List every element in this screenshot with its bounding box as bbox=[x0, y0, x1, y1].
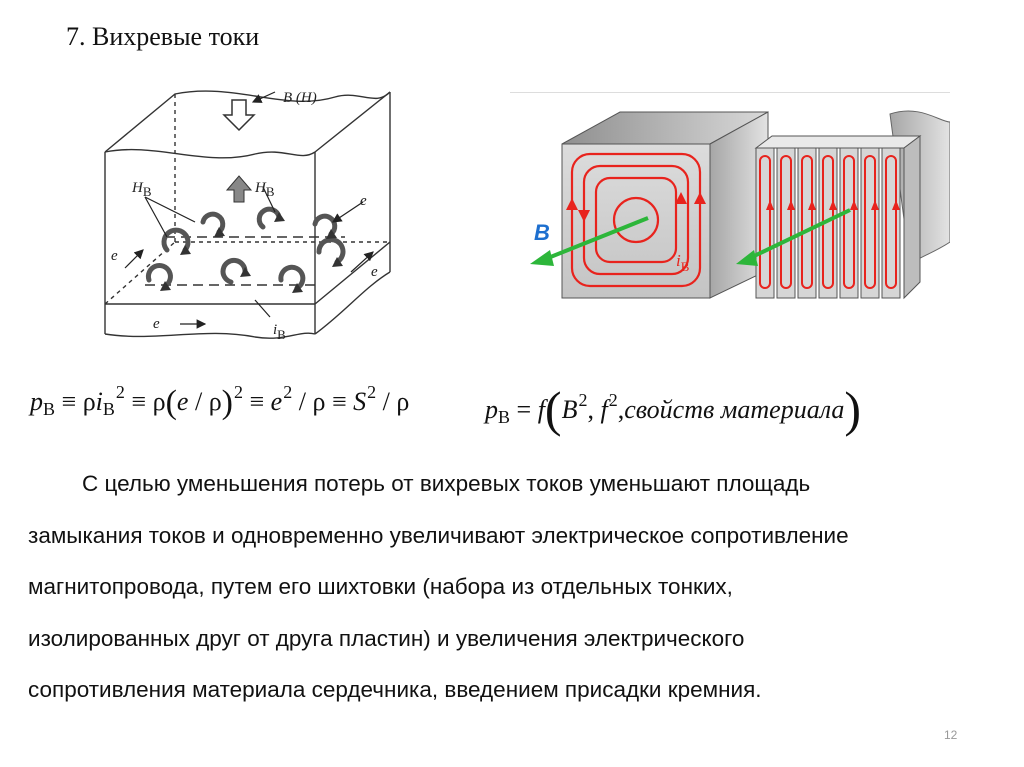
field-arrow-up-icon bbox=[227, 176, 251, 202]
label-b: B bbox=[534, 220, 550, 245]
lamination-plate bbox=[777, 148, 795, 298]
label-hv-left: НВ bbox=[132, 180, 152, 199]
label-iv: iВ bbox=[273, 322, 286, 342]
eddy-current-block-diagram bbox=[95, 72, 425, 352]
page-number: 12 bbox=[944, 728, 958, 742]
laminated-core-stack bbox=[756, 111, 950, 298]
laminated-core-diagram bbox=[510, 92, 950, 307]
paragraph-line: изолированных друг от друга пластин) и увеличения электрического bbox=[28, 625, 745, 651]
body-paragraph bbox=[28, 458, 988, 716]
block-outline bbox=[105, 91, 390, 338]
field-arrow-down-icon bbox=[224, 100, 254, 130]
formula-row bbox=[30, 360, 1010, 440]
label-iv-right: $i_В$ bbox=[676, 251, 690, 274]
lamination-plate bbox=[861, 148, 879, 298]
paragraph-line: магнитопровода, путем его шихтовки (набора из отдельных тонких, bbox=[28, 574, 733, 599]
paragraph-line: замыкания токов и одновременно увеличивают электрическое сопротивление bbox=[28, 522, 849, 548]
lamination-plate bbox=[798, 148, 816, 298]
formula-loss-density: $p_В \equiv \rho i_В^2 \equiv \rho(e / \rho)^2 \equiv e^2 / \rho \equiv S^2 / \rho$ bbox=[30, 382, 410, 421]
lamination-plates bbox=[756, 148, 900, 298]
label-e-left: e bbox=[111, 248, 118, 264]
label-hv-right: НВ bbox=[255, 180, 275, 199]
solid-core-block bbox=[562, 112, 768, 298]
label-field-b-h: B (H) bbox=[283, 90, 317, 106]
paragraph-line: сопротивления материала сердечника, введением присадки кремния. bbox=[28, 677, 762, 702]
label-e-top-right: e bbox=[360, 193, 367, 209]
lamination-plate bbox=[840, 148, 858, 298]
lamination-plate bbox=[882, 148, 900, 298]
formula-loss-function: $p_В = f(B^2$, $f^2,свойств$ материала) bbox=[485, 381, 862, 437]
label-e-right: e bbox=[371, 264, 378, 280]
slide-title: 7. Вихревые токи bbox=[66, 22, 260, 51]
lamination-plate bbox=[756, 148, 774, 298]
label-e-bottom: e bbox=[153, 316, 160, 332]
paragraph-line: С целью уменьшения потерь от вихревых токов уменьшают площадь bbox=[82, 471, 811, 496]
